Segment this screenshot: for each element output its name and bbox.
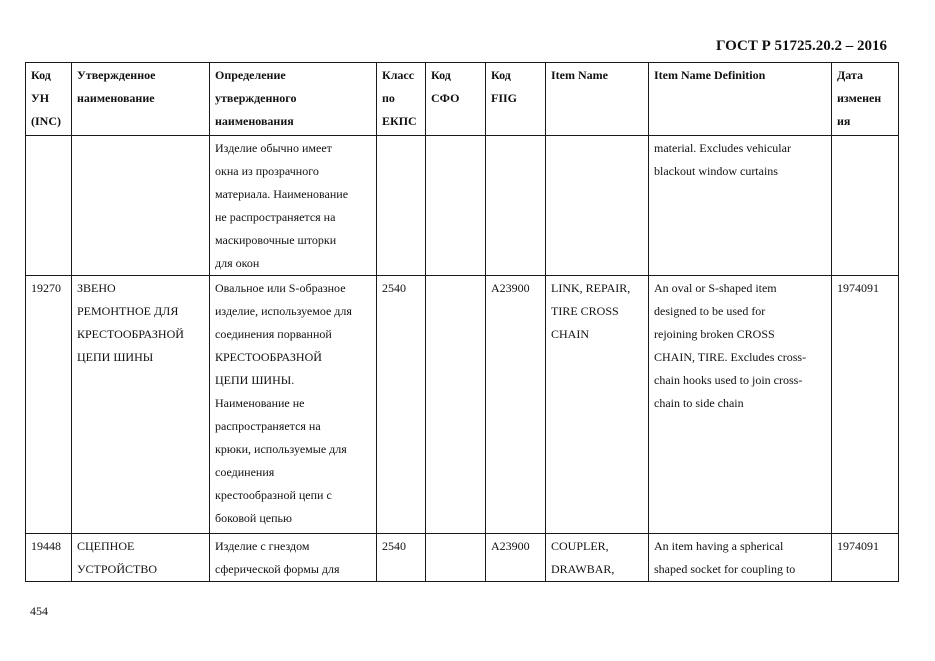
- cell-class: [377, 534, 426, 582]
- table-row: [26, 534, 899, 582]
- cell-line: ия: [837, 114, 851, 128]
- cell-line: по: [382, 91, 395, 105]
- cell-line: маскировочные шторки: [215, 233, 337, 247]
- cell-line: Дата: [837, 68, 863, 82]
- cell-sfo-code: [426, 534, 486, 582]
- cell-line: для окон: [215, 256, 260, 270]
- cell-item-name: [546, 534, 649, 582]
- cell-item-name-definition: [649, 136, 832, 276]
- standard-designation: ГОСТ Р 51725.20.2 – 2016: [715, 38, 887, 54]
- classification-table: [25, 62, 899, 582]
- cell-item-name-definition: [649, 534, 832, 582]
- cell-line: ЦЕПИ ШИНЫ.: [215, 373, 295, 387]
- cell-line: COUPLER,: [551, 539, 609, 553]
- cell-line: rejoining broken CROSS: [654, 327, 775, 341]
- cell-line: КРЕСТООБРАЗНОЙ: [215, 350, 322, 364]
- cell-line: Изделие обычно имеет: [215, 141, 332, 155]
- cell-line: Класс: [382, 68, 415, 82]
- cell-change-date: [832, 136, 899, 276]
- cell-line: 2540: [382, 281, 406, 295]
- cell-inc: [26, 136, 72, 276]
- header-definition: [210, 63, 377, 136]
- cell-line: (INC): [31, 114, 61, 128]
- cell-change-date: [832, 276, 899, 534]
- cell-line: УН: [31, 91, 50, 105]
- cell-line: СФО: [431, 91, 460, 105]
- cell-line: распространяется на: [215, 419, 321, 433]
- cell-line: ЗВЕНО: [77, 281, 116, 295]
- cell-line: Код: [31, 68, 51, 82]
- cell-line: наименования: [215, 114, 294, 128]
- cell-line: 19270: [31, 281, 61, 295]
- cell-line: утвержденного: [215, 91, 297, 105]
- cell-class: [377, 136, 426, 276]
- cell-approved-name: [72, 534, 210, 582]
- cell-line: A23900: [491, 281, 530, 295]
- cell-line: A23900: [491, 539, 530, 553]
- cell-line: LINK, REPAIR,: [551, 281, 631, 295]
- cell-inc: [26, 534, 72, 582]
- cell-line: DRAWBAR,: [551, 562, 615, 576]
- header-sfo-code: [426, 63, 486, 136]
- header-approved-name: [72, 63, 210, 136]
- cell-line: blackout window curtains: [654, 164, 778, 178]
- cell-line: Утвержденное: [77, 68, 156, 82]
- cell-line: Код: [491, 68, 511, 82]
- table-row: [26, 276, 899, 534]
- cell-line: соединения порванной: [215, 327, 332, 341]
- cell-line: окна из прозрачного: [215, 164, 319, 178]
- cell-line: 1974091: [837, 281, 879, 295]
- cell-line: designed to be used for: [654, 304, 766, 318]
- cell-line: FIIG: [491, 91, 518, 105]
- cell-line: соединения: [215, 465, 275, 479]
- cell-item-name: [546, 136, 649, 276]
- cell-line: изменен: [837, 91, 882, 105]
- cell-line: РЕМОНТНОЕ ДЛЯ: [77, 304, 179, 318]
- cell-line: КРЕСТООБРАЗНОЙ: [77, 327, 184, 341]
- cell-line: наименование: [77, 91, 155, 105]
- cell-line: An item having a spherical: [654, 539, 784, 553]
- cell-fiig-code: [486, 534, 546, 582]
- cell-line: Код: [431, 68, 451, 82]
- cell-line: 2540: [382, 539, 406, 553]
- cell-line: изделие, используемое для: [215, 304, 352, 318]
- cell-line: крестообразной цепи с: [215, 488, 332, 502]
- cell-definition: [210, 276, 377, 534]
- cell-line: CHAIN, TIRE. Excludes cross-: [654, 350, 807, 364]
- cell-line: материала. Наименование: [215, 187, 349, 201]
- cell-line: 19448: [31, 539, 61, 553]
- cell-line: Овальное или S-образное: [215, 281, 346, 295]
- cell-line: chain hooks used to join cross-: [654, 373, 803, 387]
- cell-line: ЕКПС: [382, 114, 417, 128]
- table-header-row: [26, 63, 899, 136]
- cell-definition: [210, 534, 377, 582]
- cell-class: [377, 276, 426, 534]
- cell-line: Item Name Definition: [654, 68, 766, 82]
- cell-line: СЦЕПНОЕ: [77, 539, 135, 553]
- header-item-name: [546, 63, 649, 136]
- cell-definition: [210, 136, 377, 276]
- header-inc: [26, 63, 72, 136]
- cell-line: TIRE CROSS: [551, 304, 619, 318]
- cell-line: shaped socket for coupling to: [654, 562, 796, 576]
- table-row: [26, 136, 899, 276]
- cell-line: УСТРОЙСТВО: [77, 562, 157, 576]
- page-number: 454: [30, 604, 48, 618]
- cell-sfo-code: [426, 276, 486, 534]
- cell-line: ЦЕПИ ШИНЫ: [77, 350, 154, 364]
- header-change-date: [832, 63, 899, 136]
- cell-line: CHAIN: [551, 327, 589, 341]
- cell-line: 1974091: [837, 539, 879, 553]
- cell-line: Item Name: [551, 68, 608, 82]
- header-fiig-code: [486, 63, 546, 136]
- cell-line: не распространяется на: [215, 210, 336, 224]
- header-class: [377, 63, 426, 136]
- cell-fiig-code: [486, 136, 546, 276]
- cell-line: Определение: [215, 68, 286, 82]
- cell-approved-name: [72, 136, 210, 276]
- cell-inc: [26, 276, 72, 534]
- cell-line: chain to side chain: [654, 396, 744, 410]
- cell-line: Изделие с гнездом: [215, 539, 310, 553]
- cell-line: Наименование не: [215, 396, 305, 410]
- cell-line: material. Excludes vehicular: [654, 141, 791, 155]
- cell-sfo-code: [426, 136, 486, 276]
- cell-fiig-code: [486, 276, 546, 534]
- header-item-name-definition: [649, 63, 832, 136]
- cell-line: крюки, используемые для: [215, 442, 347, 456]
- cell-change-date: [832, 534, 899, 582]
- cell-line: боковой цепью: [215, 511, 292, 525]
- cell-line: An oval or S-shaped item: [654, 281, 777, 295]
- cell-item-name: [546, 276, 649, 534]
- cell-line: сферической формы для: [215, 562, 340, 576]
- cell-item-name-definition: [649, 276, 832, 534]
- cell-approved-name: [72, 276, 210, 534]
